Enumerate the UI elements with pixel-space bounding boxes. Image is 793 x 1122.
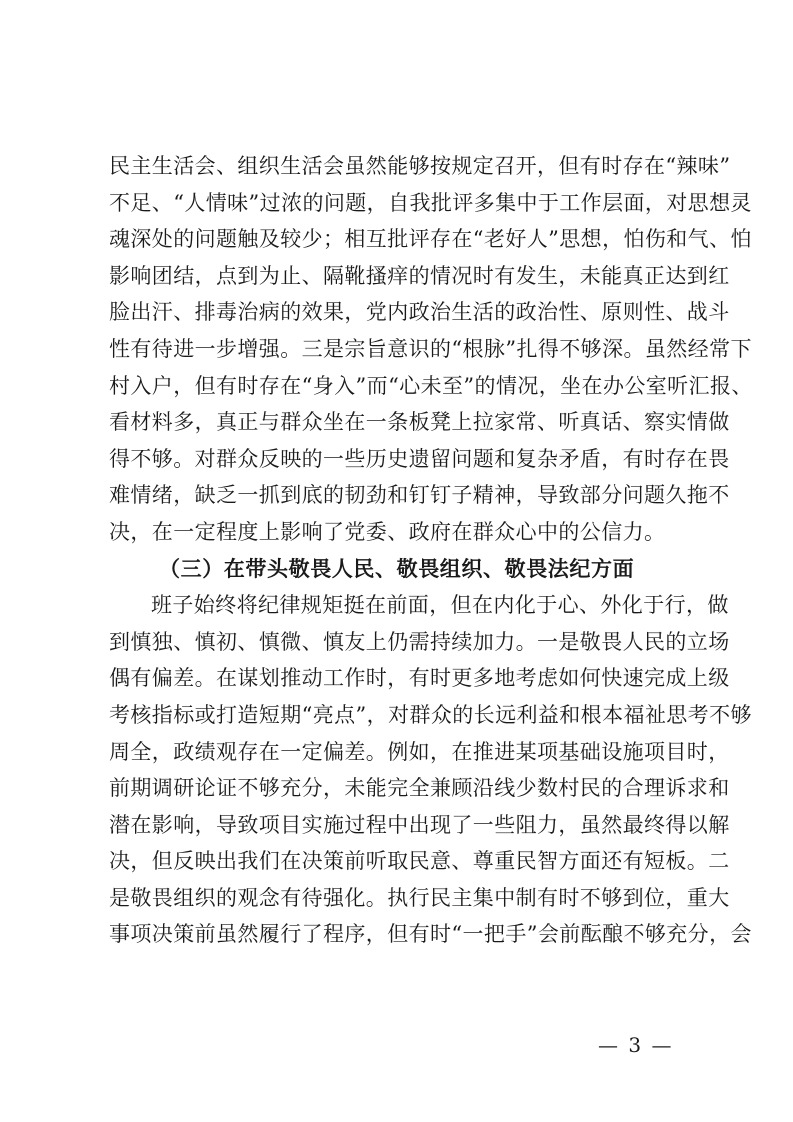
- paragraph-1-line: 决，在一定程度上影响了党委、政府在群众心中的公信力。: [109, 519, 666, 544]
- paragraph-2-line: 考核指标或打造短期“亮点”，对群众的长远利益和根本福祉思考不够: [109, 702, 752, 727]
- paragraph-1-line: 脸出汗、排毒治病的效果，党内政治生活的政治性、原则性、战斗: [109, 300, 730, 325]
- paragraph-1-line: 村入户，但有时存在“身入”而“心未至”的情况，坐在办公室听汇报、: [109, 373, 753, 398]
- body-text: [109, 148, 753, 953]
- paragraph-1-line: 不足、“人情味”过浓的问题，自我批评多集中于工作层面，对思想灵: [109, 190, 752, 215]
- paragraph-1-line: 看材料多，真正与群众坐在一条板凳上拉家常、听真话、察实情做: [109, 410, 730, 435]
- paragraph-2-line: 决，但反映出我们在决策前听取民意、尊重民智方面还有短板。二: [109, 849, 730, 874]
- paragraph-1-line: 得不够。对群众反映的一些历史遗留问题和复杂矛盾，有时存在畏: [109, 446, 730, 471]
- paragraph-2-line: 事项决策前虽然履行了程序，但有时“一把手”会前酝酿不够充分，会: [109, 922, 752, 947]
- paragraph-1-line: 影响团结，点到为止、隔靴搔痒的情况时有发生，未能真正达到红: [109, 263, 730, 288]
- section-heading: （三）在带头敬畏人民、敬畏组织、敬畏法纪方面: [159, 555, 635, 581]
- paragraph-2-line: 周全，政绩观存在一定偏差。例如，在推进某项基础设施项目时，: [109, 739, 730, 764]
- paragraph-2-line: 到慎独、慎初、慎微、慎友上仍需持续加力。一是敬畏人民的立场: [109, 629, 730, 654]
- paragraph-1-line: 魂深处的问题触及较少；相互批评存在“老好人”思想，怕伤和气、怕: [109, 227, 752, 252]
- paragraph-2-line: 潜在影响，导致项目实施过程中出现了一些阻力，虽然最终得以解: [109, 812, 730, 837]
- paragraph-2-line: 班子始终将纪律规矩挺在前面，但在内化于心、外化于行，做: [151, 593, 729, 618]
- paragraph-2-line: 是敬畏组织的观念有待强化。执行民主集中制有时不够到位，重大: [109, 885, 730, 910]
- page-number: — 3 —: [598, 1033, 674, 1057]
- paragraph-1-line: 难情绪，缺乏一抓到底的韧劲和钉钉子精神，导致部分问题久拖不: [109, 483, 730, 508]
- paragraph-2-line: 前期调研论证不够充分，未能完全兼顾沿线少数村民的合理诉求和: [109, 776, 730, 801]
- paragraph-1-line: 民主生活会、组织生活会虽然能够按规定召开，但有时存在“辣味”: [109, 154, 731, 178]
- paragraph-1-line: 性有待进一步增强。三是宗旨意识的“根脉”扎得不够深。虽然经常下: [109, 336, 752, 361]
- paragraph-2-line: 偶有偏差。在谋划推动工作时，有时更多地考虑如何快速完成上级: [109, 666, 730, 691]
